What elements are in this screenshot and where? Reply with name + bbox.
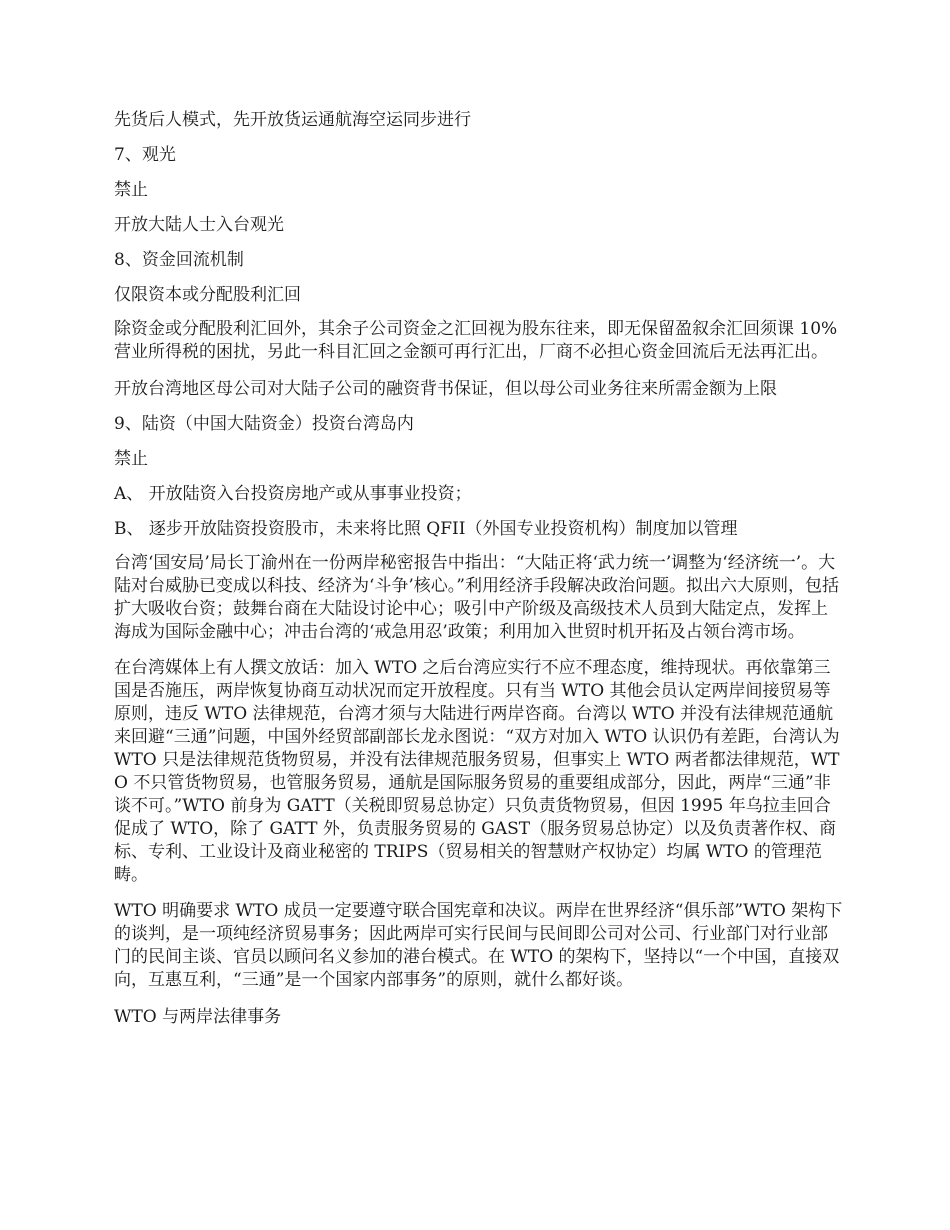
list-item-b: B、 逐步开放陆资投资股市，未来将比照 QFII（外国专业投资机构）制度加以管理 bbox=[114, 519, 738, 539]
section-heading-mainland-investment: 9、陆资（中国大陆资金）投资台湾岛内 bbox=[114, 414, 414, 434]
paragraph-prohibited-sightseeing: 禁止 bbox=[114, 180, 148, 200]
document-body bbox=[114, 108, 844, 1040]
paragraph-prohibited-investment: 禁止 bbox=[114, 449, 148, 469]
paragraph-wto-requirements: WTO 明确要求 WTO 成员一定要遵守联合国宪章和决议。两岸在世界经济“俱乐部”WTO 架构下的谈判，是一项纯经济贸易事务；因此两岸可实行民间与民间即公司对公司、行业部门对行业部门的民间主谈、官员以顾问名义参加的港台模式。在 WTO 的架构下，坚持以“一个中国，直接双向，互惠互利，“三通”是一个国家内部事务”的原则，就什么都好谈。 bbox=[114, 901, 843, 990]
paragraph-capital-limit: 仅限资本或分配股利汇回 bbox=[114, 285, 301, 305]
paragraph-financing-guarantee: 开放台湾地区母公司对大陆子公司的融资背书保证，但以母公司业务往来所需金额为上限 bbox=[114, 379, 777, 399]
paragraph-security-report: 台湾‘国安局’局长丁渝州在一份两岸秘密报告中指出：“大陆正将‘武力统一’调整为‘经济统一’。大陆对台威胁已变成以科技、经济为‘斗争’核心。”利用经济手段解决政治问题。拟出六大原则，包括扩大吸收台资；鼓舞台商在大陆设讨论中心；吸引中产阶级及高级技术人员到大陆定点，发挥上海成为国际金融中心；冲击台湾的‘戒急用忍’政策；利用加入世贸时机开拓及占领台湾市场。 bbox=[114, 553, 839, 642]
section-heading-capital-return: 8、资金回流机制 bbox=[114, 250, 244, 270]
paragraph-cargo-mode: 先货后人模式，先开放货运通航海空运同步进行 bbox=[114, 110, 471, 130]
paragraph-capital-return-detail: 除资金或分配股利汇回外，其余子公司资金之汇回视为股东往来，即无保留盈叙余汇回须课 10%营业所得税的困扰，另此一科目汇回之金额可再行汇出，厂商不必担心资金回流后无法再汇出。 bbox=[114, 319, 838, 362]
paragraph-open-sightseeing: 开放大陆人士入台观光 bbox=[114, 215, 284, 235]
section-heading-wto-legal: WTO 与两岸法律事务 bbox=[114, 1007, 282, 1027]
section-heading-sightseeing: 7、观光 bbox=[114, 145, 176, 165]
paragraph-wto-media: 在台湾媒体上有人撰文放话：加入 WTO 之后台湾应实行不应不理态度，维持现状。再依靠第三国是否施压，两岸恢复协商互动状况而定开放程度。只有当 WTO 其他会员认定两岸间接贸易等原则，违反 WTO 法律规范，台湾才须与大陆进行两岸咨商。台湾以 WTO 并没有法律规范通航来回避“三通”问题，中国外经贸部副部长龙永图说：“双方对加入 WTO 认识仍有差距，台湾认为 WTO 只是法律规范货物贸易，并没有法律规范服务贸易，但事实上 WTO 两者都法律规范，WTO 不只管货物贸易，也管服务贸易，通航是国际服务贸易的重要组成部分，因此，两岸“三通”非谈不可。”WTO 前身为 GATT（关税即贸易总协定）只负责货物贸易，但因 1995 年乌拉圭回合促成了 WTO，除了 GATT 外，负责服务贸易的 GAST（服务贸易总协定）以及负责著作权、商标、专利、工业设计及商业秘密的 TRIPS（贸易相关的智慧财产权协定）均属 WTO 的管理范畴。 bbox=[114, 658, 840, 885]
list-item-a: A、 开放陆资入台投资房地产或从事事业投资； bbox=[114, 484, 472, 504]
